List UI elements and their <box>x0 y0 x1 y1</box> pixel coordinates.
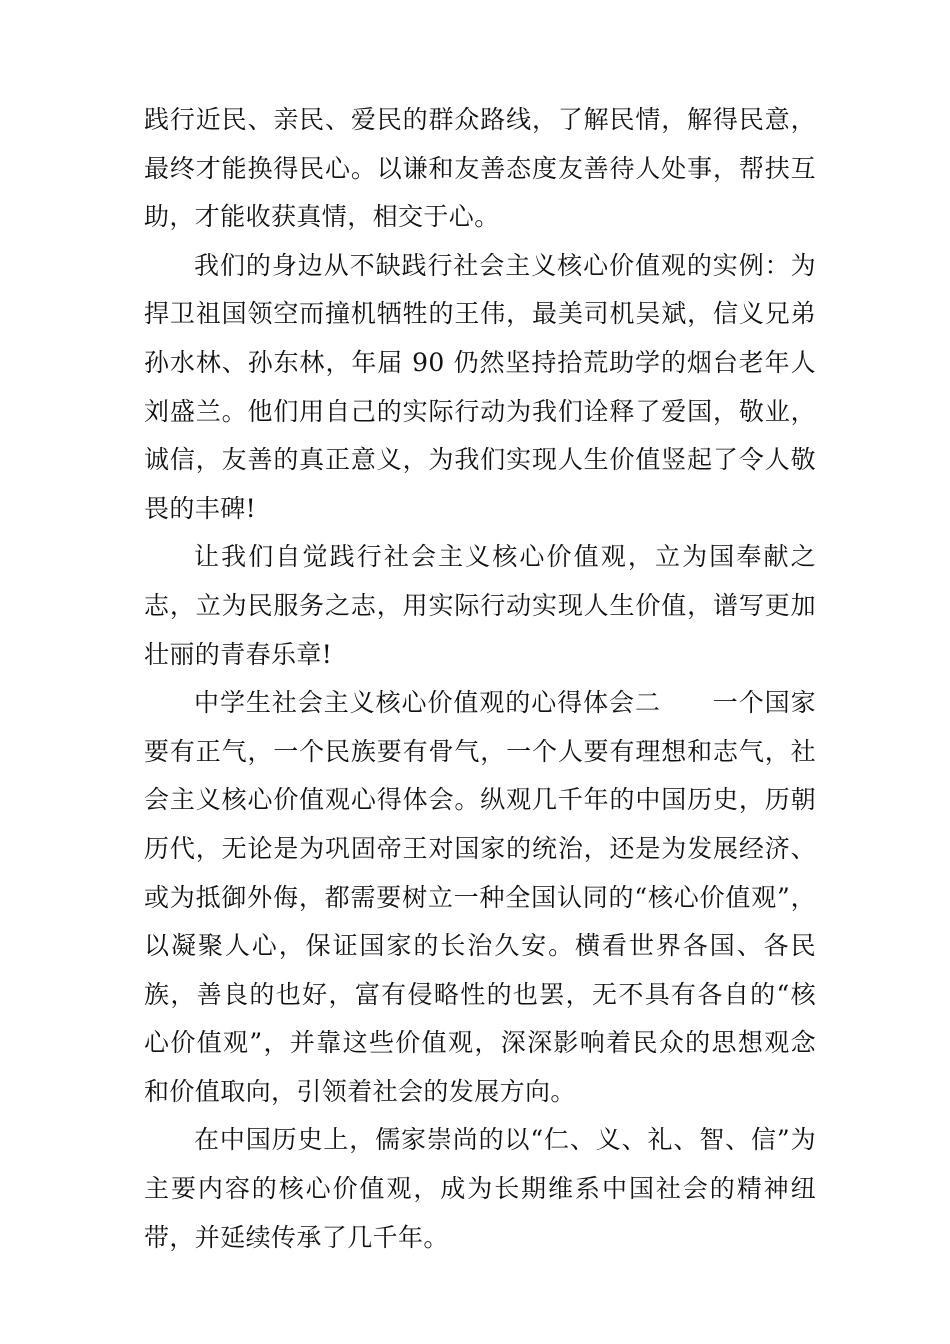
paragraph-2: 我们的身边从不缺践行社会主义核心价值观的实例：为捍卫祖国领空而撞机牺牲的王伟，最美司机吴斌，信义兄弟孙水林、孙东林，年届 90 仍然坚持拾荒助学的烟台老年人刘盛兰。他们用自己的实际行动为我们诠释了爱国，敬业，诚信，友善的真正意义，为我们实现人生价值竖起了令人敬畏的丰碑! <box>144 250 816 523</box>
paragraph-5: 在中国历史上，儒家崇尚的以“仁、义、礼、智、信”为主要内容的核心价值观，成为长期维系中国社会的精神纽带，并延续传承了几千年。 <box>144 1125 816 1252</box>
paragraph-1: 践行近民、亲民、爱民的群众路线，了解民情，解得民意，最终才能换得民心。以谦和友善态度友善待人处事，帮扶互助，才能收获真情，相交于心。 <box>144 105 816 232</box>
paragraph-3: 让我们自觉践行社会主义核心价值观，立为国奉献之志，立为民服务之志，用实际行动实现人生价值，谱写更加壮丽的青春乐章! <box>144 542 816 669</box>
paragraph-4: 中学生社会主义核心价值观的心得体会二 一个国家要有正气，一个民族要有骨气，一个人要有理想和志气，社会主义核心价值观心得体会。纵观几千年的中国历史，历朝历代，无论是为巩固帝王对国家的统治，还是为发展经济、或为抵御外侮，都需要树立一种全国认同的“核心价值观”，以凝聚人心，保证国家的长治久安。横看世界各国、各民族，善良的也好，富有侵略性的也罢，无不具有各自的“核心价值观”，并靠这些价值观，深深影响着民众的思想观念和价值取向，引领着社会的发展方向。 <box>144 688 816 1106</box>
document-body <box>144 96 816 1262</box>
